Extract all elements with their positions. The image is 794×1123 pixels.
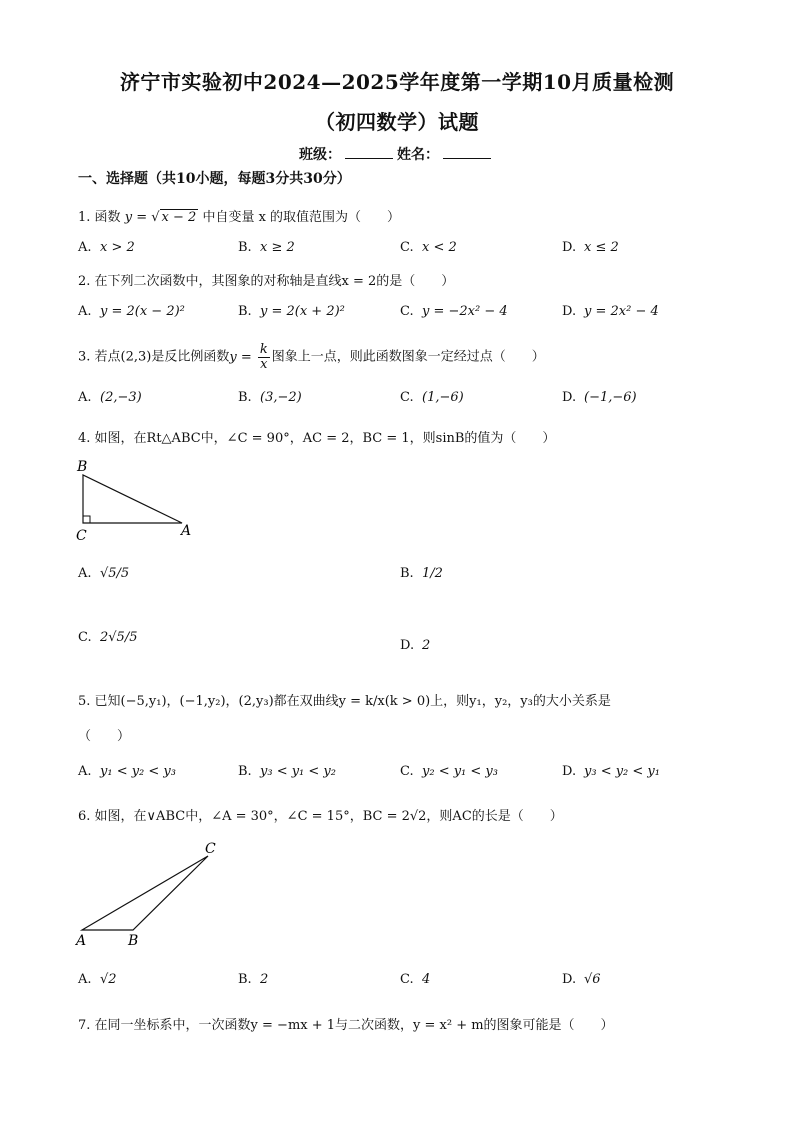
name-blank — [443, 146, 491, 159]
class-label: 班级： — [299, 147, 341, 163]
q4-right-angle-mark — [83, 516, 90, 523]
q6-label-a: A — [76, 933, 87, 949]
q1-option-b: B. x ≥ 2 — [238, 240, 295, 255]
q3-option-b: B. (3,−2) — [238, 390, 302, 405]
q4-label-b: B — [77, 459, 88, 475]
q4-option-a: A. √5/5 — [78, 566, 130, 581]
question-5-cont: （ ） — [78, 729, 131, 744]
q6-triangle-figure — [70, 838, 230, 953]
q2-option-b: B. y = 2(x + 2)² — [238, 304, 345, 319]
q4-option-c: C. 2√5/5 — [78, 630, 138, 645]
question-7: 7. 在同一坐标系中，一次函数y = −mx + 1与二次函数，y = x² + m的图象可能是（ ） — [78, 1018, 614, 1033]
question-2: 2. 在下列二次函数中，其图象的对称轴是直线x = 2的是（ ） — [78, 274, 455, 289]
q3-option-a: A. (2,−3) — [78, 390, 142, 405]
exam-title: 济宁市实验初中2024—2025学年度第一学期10月质量检测 — [119, 70, 675, 94]
q6-option-d: D. √6 — [562, 972, 601, 987]
q6-label-b: B — [128, 933, 139, 949]
q1-option-a: A. x > 2 — [78, 240, 135, 255]
q4-label-a: A — [181, 523, 192, 539]
q6-label-c: C — [205, 841, 216, 857]
q3-option-c: C. (1,−6) — [400, 390, 464, 405]
q4-triangle — [83, 475, 182, 523]
question-6: 6. 如图，在∨ABC中，∠A = 30°，∠C = 15°，BC = 2√2，则AC的长是（ ） — [78, 809, 563, 824]
q5-option-b: B. y₃ < y₁ < y₂ — [238, 764, 336, 779]
q5-option-a: A. y₁ < y₂ < y₃ — [78, 764, 176, 779]
q2-option-d: D. y = 2x² − 4 — [562, 304, 659, 319]
q6-triangle — [82, 856, 208, 930]
q4-triangle-figure — [70, 456, 210, 546]
q1-formula: y = √ x − 2 — [124, 210, 197, 225]
question-1: 1. 函数 y = √ x − 2 中自变量 x 的取值范围为（ ） — [78, 210, 401, 225]
q6-option-c: C. 4 — [400, 972, 431, 987]
q5-option-d: D. y₃ < y₂ < y₁ — [562, 764, 660, 779]
question-5: 5. 已知(−5,y₁)，(−1,y₂)，(2,y₃)都在双曲线y = k/x(k > 0)上，则y₁，y₂，y₃的大小关系是 — [78, 694, 611, 709]
q2-option-c: C. y = −2x² − 4 — [400, 304, 508, 319]
q6-option-a: A. √2 — [78, 972, 117, 987]
q3-formula: y = $\frac{k}{x}$ — [229, 342, 268, 372]
q3-option-d: D. (−1,−6) — [562, 390, 637, 405]
q1-option-c: C. x < 2 — [400, 240, 457, 255]
name-label: 姓名： — [397, 147, 439, 163]
q2-option-a: A. y = 2(x − 2)² — [78, 304, 185, 319]
q4-option-d: D. 2 — [400, 638, 431, 653]
exam-subtitle: （初四数学）试题 — [315, 110, 479, 134]
class-blank — [345, 146, 393, 159]
question-3: 3. 若点(2,3)是反比例函数y = $\frac{k}{x}$ 图象上一点，则此函数图象一定经过点（ ） — [78, 342, 545, 372]
section-title: 一、选择题（共10小题，每题3分共30分） — [78, 171, 351, 187]
question-4: 4. 如图，在Rt△ABC中，∠C = 90°，AC = 2，BC = 1，则sinB的值为（ ） — [78, 431, 556, 446]
q6-option-b: B. 2 — [238, 972, 269, 987]
q5-option-c: C. y₂ < y₁ < y₃ — [400, 764, 498, 779]
student-info — [0, 144, 794, 164]
q1-option-d: D. x ≤ 2 — [562, 240, 619, 255]
q4-label-c: C — [76, 528, 87, 544]
q4-option-b: B. 1/2 — [400, 566, 443, 581]
